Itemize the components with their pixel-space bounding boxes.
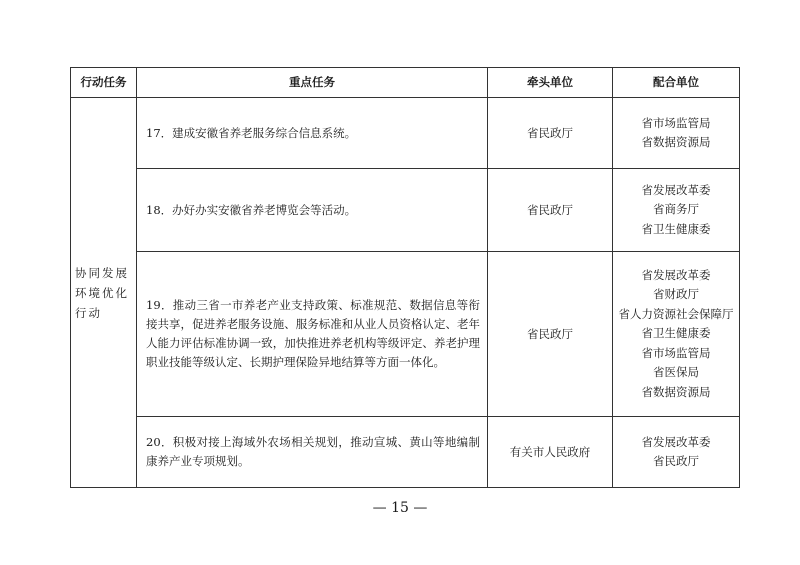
header-coop-units: 配合单位 xyxy=(613,68,740,98)
coop-unit: 省人力资源社会保障厅 xyxy=(618,306,734,321)
lead-unit-cell: 省民政厅 xyxy=(488,169,613,252)
category-line: 行动 xyxy=(75,305,102,320)
key-task-cell: 20．积极对接上海域外农场相关规划，推动宣城、黄山等地编制康养产业专项规划。 xyxy=(137,417,488,488)
task-table xyxy=(70,67,740,488)
coop-unit: 省发展改革委 xyxy=(641,267,711,282)
key-task-cell: 17．建成安徽省养老服务综合信息系统。 xyxy=(137,98,488,169)
coop-unit: 省数据资源局 xyxy=(641,384,711,399)
lead-unit-cell: 省民政厅 xyxy=(488,98,613,169)
lead-unit-cell: 省民政厅 xyxy=(488,252,613,417)
coop-units-cell xyxy=(613,252,740,417)
category-cell xyxy=(71,98,137,488)
header-lead-unit: 牵头单位 xyxy=(488,68,613,98)
coop-unit: 省数据资源局 xyxy=(641,135,711,149)
key-task-cell: 18．办好办实安徽省养老博览会等活动。 xyxy=(137,169,488,252)
category-line: 环境优化 xyxy=(75,285,129,300)
coop-unit: 省商务厅 xyxy=(653,202,699,217)
header-key-task: 重点任务 xyxy=(137,68,488,98)
table-row xyxy=(71,252,740,417)
header-action-task: 行动任务 xyxy=(71,68,137,98)
coop-unit: 省市场监管局 xyxy=(641,345,711,360)
coop-unit: 省卫生健康委 xyxy=(641,221,711,236)
coop-unit: 省发展改革委 xyxy=(641,182,711,197)
coop-unit: 省卫生健康委 xyxy=(641,326,711,341)
category-line: 协同发展 xyxy=(75,265,129,280)
coop-units-cell xyxy=(613,98,740,169)
table-row xyxy=(71,417,740,488)
table-row xyxy=(71,98,740,169)
coop-unit: 省财政厅 xyxy=(653,287,699,302)
coop-units-cell xyxy=(613,417,740,488)
coop-unit: 省发展改革委 xyxy=(641,434,711,449)
table-row xyxy=(71,169,740,252)
coop-units-cell xyxy=(613,169,740,252)
table-header-row xyxy=(71,68,740,98)
coop-unit: 省医保局 xyxy=(653,365,699,380)
key-task-cell: 19．推动三省一市养老产业支持政策、标准规范、数据信息等衔接共享，促进养老服务设施、服务标准和从业人员资格认定、老年人能力评估标准协调一致，加快推进养老机构等级评定、养老护理职业技能等级认定、长期护理保险异地结算等方面一体化。 xyxy=(137,252,488,417)
coop-unit: 省民政厅 xyxy=(653,454,699,468)
lead-unit-cell: 有关市人民政府 xyxy=(488,417,613,488)
coop-unit: 省市场监管局 xyxy=(641,115,711,130)
page-number: — 15 — xyxy=(372,500,428,516)
